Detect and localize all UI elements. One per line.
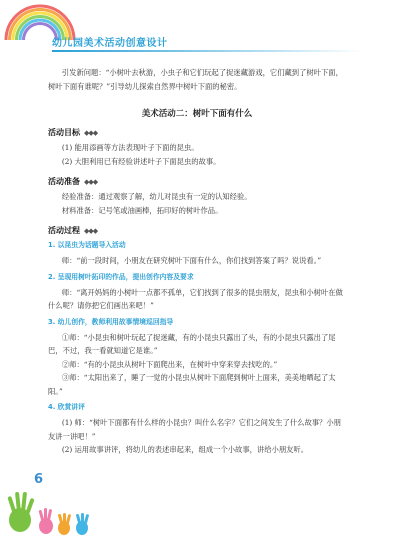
step-title: 3. 幼儿创作，教师利用故事情境巡回指导 (48, 317, 174, 326)
step-paragraph: ②师：“有的小昆虫从树叶下面爬出来，在树叶中穿来穿去找吃的。” (61, 359, 278, 369)
step-paragraph: ③师：“太阳出来了，睡了一觉的小昆虫从树叶下面爬到树叶上面来，美美地晒起了太阳。” (48, 373, 336, 396)
section-title: 美术活动二：树叶下面有什么 (141, 109, 253, 119)
goals-heading-label: 活动目标 (48, 128, 80, 137)
prep-item: 材料准备：记号笔或油画棒，拓印好的树叶作品。 (61, 205, 223, 215)
process-heading (48, 225, 346, 236)
dots-icon: ◆◆◆ (84, 226, 98, 235)
prep-heading (48, 176, 346, 187)
step-title: 1. 以昆虫为话题导入活动 (48, 241, 126, 249)
page-number: 6 (34, 472, 44, 487)
book-header-title: 幼儿园美术活动创意设计 (52, 38, 168, 49)
step-title: 4. 欣赏讲评 (48, 403, 85, 411)
dots-icon: ◆◆◆ (84, 128, 98, 137)
prep-item: 经验准备：通过观察了解，幼儿对昆虫有一定的认知经验。 (61, 192, 252, 201)
step-paragraph: ①师：“小昆虫和树叶玩起了捉迷藏，有的小昆虫只露出了头，有的小昆虫只露出了尾巴，不过，我一看就知道它是谁。” (48, 332, 336, 355)
step-paragraph: 师：“前一段时间，小朋友在研究树叶下面有什么，你们找到答案了吗？说说看。” (61, 256, 322, 265)
intro-paragraph: 引发新问题：“小树叶去秋游，小虫子和它们玩起了捉迷藏游戏，它们藏到了树叶下面，树叶下面有谁呢？”引导幼儿探索自然界中树叶下面的秘密。 (48, 68, 343, 91)
step-paragraph: (1) 师：“树叶下面都有什么样的小昆虫？叫什么名字？它们之间发生了什么故事？小朋友讲一讲吧！” (48, 418, 341, 441)
page-content (48, 66, 346, 457)
goal-item: (2) 大胆利用已有经验讲述叶子下面昆虫的故事。 (61, 156, 221, 166)
prep-heading-label: 活动准备 (48, 177, 80, 186)
header-divider (52, 50, 362, 52)
goals-heading (48, 127, 346, 138)
step-title: 2. 呈现用树叶拓印的作品，提出创作内容及要求 (48, 272, 194, 281)
process-heading-label: 活动过程 (48, 226, 80, 235)
step-paragraph: (2) 运用故事讲评，将幼儿的表述串起来，组成一个小故事，讲给小朋友听。 (61, 445, 309, 454)
handprint-decoration (0, 476, 110, 540)
step-paragraph: 师：“离开妈妈的小树叶一点都不孤单，它们找到了很多的昆虫朋友，昆虫和小树叶在做什么呢？请你把它们画出来吧！” (48, 287, 343, 310)
dots-icon: ◆◆◆ (84, 177, 98, 186)
goal-item: (1) 能用添画等方法表现叶子下面的昆虫。 (61, 143, 199, 152)
